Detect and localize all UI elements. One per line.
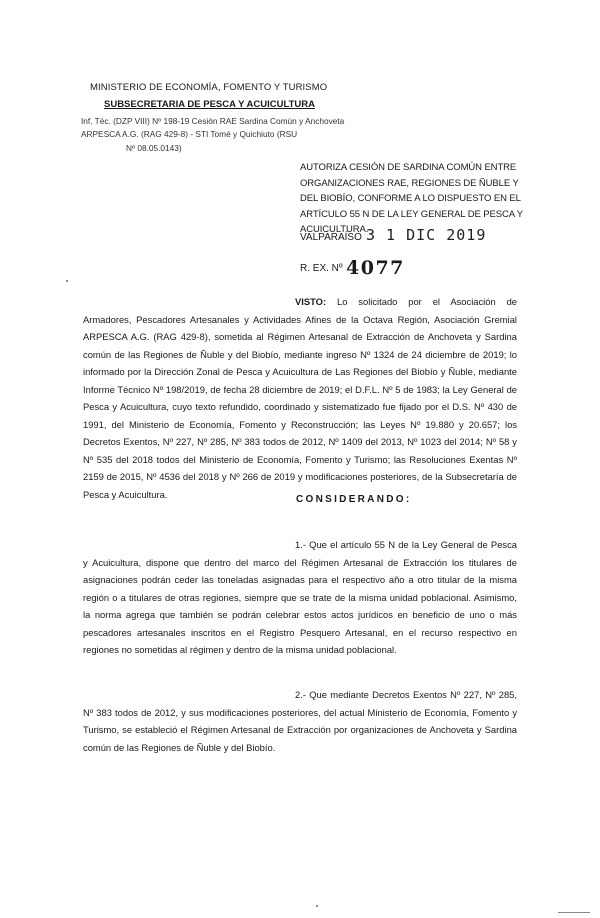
- page-edge-mark: [558, 912, 590, 913]
- resolution-number: 4077: [346, 257, 405, 279]
- subsecretaria-name: SUBSECRETARIA DE PESCA Y ACUICULTURA: [104, 99, 315, 110]
- considerando-paragraph-2: 2.- Que mediante Decretos Exentos Nº 227, Nº 285, Nº 383 todos de 2012, y sus modificaciones posteriores, del actual Ministerio de Economía, Fomento y Turismo, se estableció el Régimen Artesanal de Extracción por organizaciones de Anchoveta y Sardina común de las Regiones de Ñuble y del Biobío.: [83, 689, 517, 753]
- visto-label: VISTO:: [295, 296, 327, 307]
- reference-line-1: Inf. Téc. (DZP VIII) Nº 198-19 Cesión RAE Sardina Común y Anchoveta: [81, 116, 345, 126]
- scan-speck: [66, 280, 68, 282]
- reference-line-2: ARPESCA A.G. (RAG 429-8) - STI Tomé y Quichiuto (RSU: [81, 129, 298, 139]
- considerando-heading: CONSIDERANDO:: [296, 494, 412, 505]
- scan-speck-bottom: [316, 905, 318, 907]
- resolution-number-label: R. EX. Nº: [300, 263, 343, 274]
- resolution-title: AUTORIZA CESIÓN DE SARDINA COMÚN ENTRE ORGANIZACIONES RAE, REGIONES DE ÑUBLE Y DEL BIOBÍO, CONFORME A LO DISPUESTO EN EL ARTÍCULO 55 N DE LA LEY GENERAL DE PESCA Y ACUICULTURA.: [300, 162, 523, 235]
- visto-text: Lo solicitado por el Asociación de Armadores, Pescadores Artesanales y Actividades Afines de la Octava Región, Asociación Gremial ARPESCA A.G. (RAG 429-8), sometida al Régimen Artesanal de Extracción de Anchoveta y Sardina común de las Regiones de Ñuble y del Biobío, mediante ingreso Nº 1324 de 24 diciembre de 2019; lo informado por la Dirección Zonal de Pesca y Acuicultura de Las Regiones del Biobío y Ñuble, mediante Informe Técnico Nº 198/2019, de fecha 28 diciembre de 2019; el D.F.L. Nº 5 de 1983; la Ley General de Pesca y Acuicultura, cuyo texto refundido, coordinado y sistematizado fue fijado por el D.S. Nº 430 de 1991, del Ministerio de Economía, Fomento y Reconstrucción; las Leyes Nº 19.880 y 20.657; los Decretos Exentos, Nº 227, Nº 285, Nº 383 todos de 2012, Nº 1409 del 2013, Nº 1023 del 2014; Nº 58 y Nº 535 del 2018 todos del Ministerio de Economía, Fomento y Turismo; las Resoluciones Exentas Nº 2159 de 2015, Nº 4536 del 2018 y Nº 266 de 2019 y modificaciones posteriores, de la Subsecretaría de Pesca y Acuicultura.: [83, 296, 517, 500]
- reference-line-3: Nº 08.05.0143): [126, 143, 182, 153]
- ministry-name: MINISTERIO DE ECONOMÍA, FOMENTO Y TURISMO: [90, 82, 328, 93]
- considerando-paragraph-1: 1.- Que el artículo 55 N de la Ley General de Pesca y Acuicultura, dispone que dentro del marco del Régimen Artesanal de Extracción los titulares de asignaciones podrán ceder las toneladas asignadas para el respectivo año a otro titular de la misma región o a titulares de otras regiones, siempre que se trate de la misma unidad poblacional. Asimismo, la norma agrega que también se podrán celebrar estos actos jurídicos en beneficio de uno o más pescadores artesanales inscritos en el Registro Pesquero Artesanal, en el recurso respectivo en regiones no sometidas al régimen y dentro de la misma unidad poblacional.: [83, 539, 517, 655]
- place-label: VALPARAÍSO: [300, 232, 362, 243]
- visto-paragraph: [83, 293, 517, 503]
- date-stamp: 3 1 DIC 2019: [366, 226, 487, 244]
